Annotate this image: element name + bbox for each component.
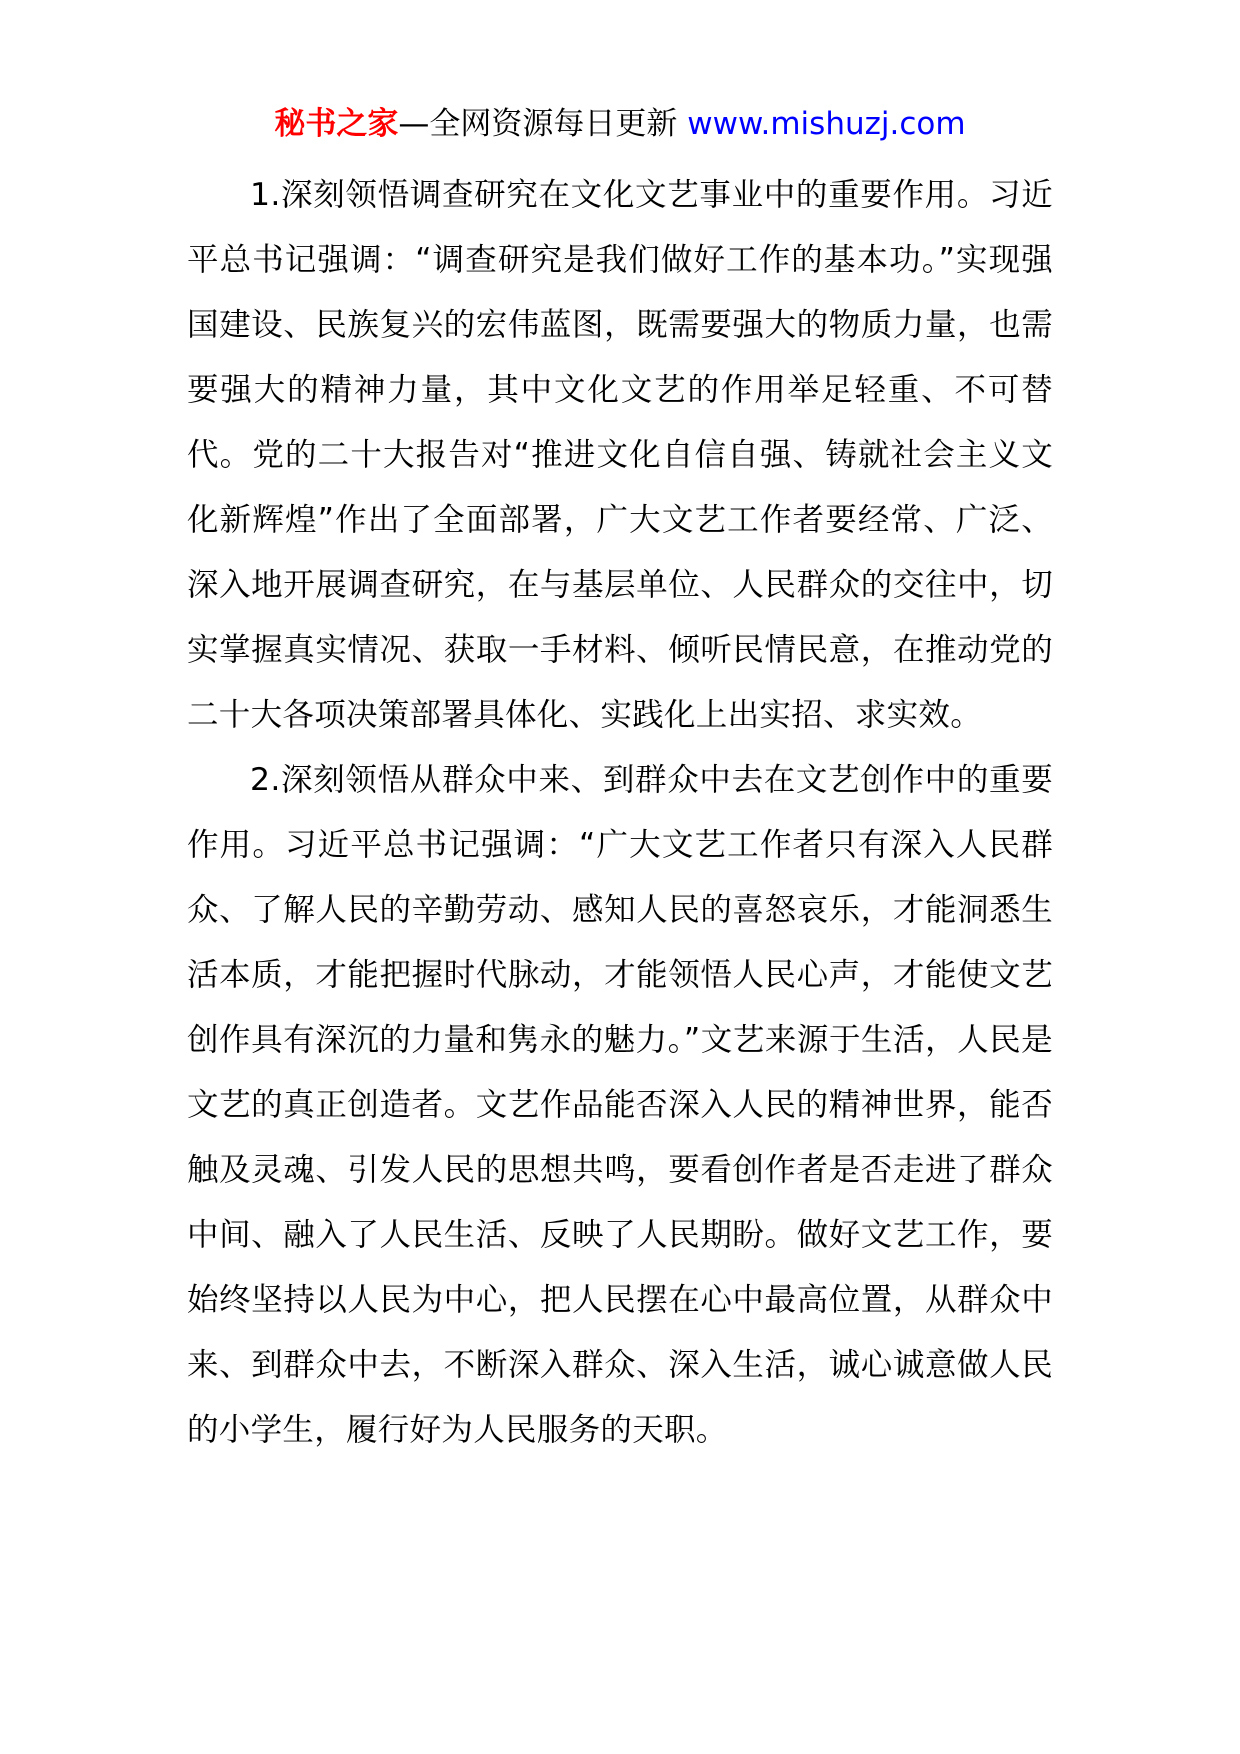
document-body <box>187 163 1053 1463</box>
page-header <box>0 104 1240 144</box>
paragraph-1: 1.深刻领悟调查研究在文化文艺事业中的重要作用。习近平总书记强调：“调查研究是我们做好工作的基本功。”实现强国建设、民族复兴的宏伟蓝图，既需要强大的物质力量，也需要强大的精神力量，其中文化文艺的作用举足轻重、不可替代。党的二十大报告对“推进文化自信自强、铸就社会主义文化新辉煌”作出了全面部署，广大文艺工作者要经常、广泛、深入地开展调查研究，在与基层单位、人民群众的交往中，切实掌握真实情况、获取一手材料、倾听民情民意，在推动党的二十大各项决策部署具体化、实践化上出实招、求实效。 <box>187 177 1053 733</box>
website-link[interactable]: www.mishuzj.com <box>687 106 966 142</box>
brand-name: 秘书之家 <box>274 106 399 142</box>
header-slogan: —全网资源每日更新 <box>398 106 678 142</box>
paragraph-2: 2.深刻领悟从群众中来、到群众中去在文艺创作中的重要作用。习近平总书记强调：“广大文艺工作者只有深入人民群众、了解人民的辛勤劳动、感知人民的喜怒哀乐，才能洞悉生活本质，才能把握时代脉动，才能领悟人民心声，才能使文艺创作具有深沉的力量和隽永的魅力。”文艺来源于生活，人民是文艺的真正创造者。文艺作品能否深入人民的精神世界，能否触及灵魂、引发人民的思想共鸣，要看创作者是否走进了群众中间、融入了人民生活、反映了人民期盼。做好文艺工作，要始终坚持以人民为中心，把人民摆在心中最高位置，从群众中来、到群众中去，不断深入群众、深入生活，诚心诚意做人民的小学生，履行好为人民服务的天职。 <box>187 762 1053 1448</box>
